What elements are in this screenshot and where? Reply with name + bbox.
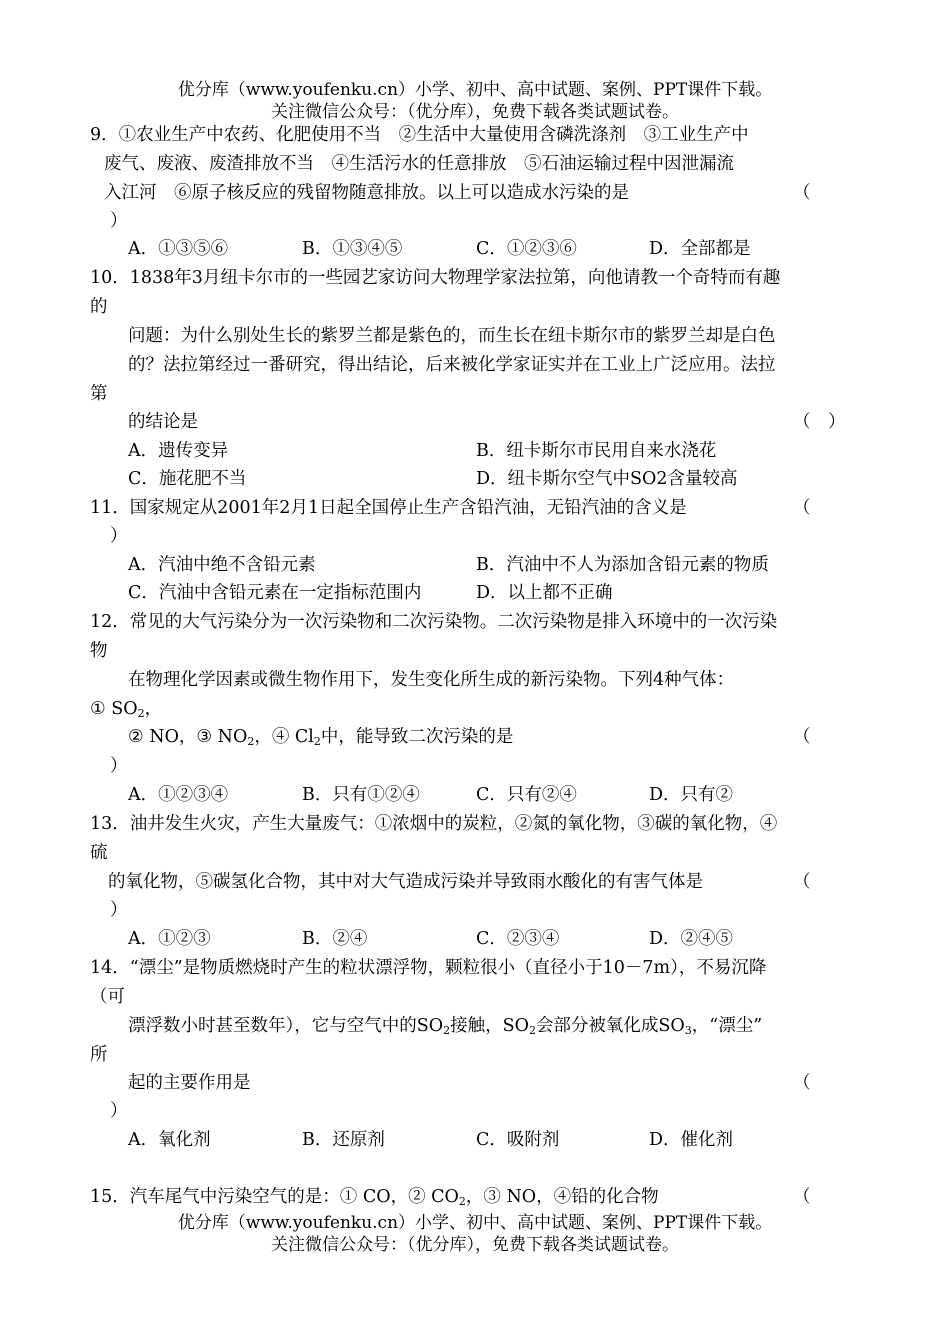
q13-line-2: 的氧化物，⑤碳氢化合物，其中对大气造成污染并导致雨水酸化的有害气体是 xyxy=(108,872,703,892)
q11-option-a: A．汽油中绝不含铅元素 xyxy=(128,555,316,575)
q14-line-1-wrap: （可 xyxy=(90,987,125,1007)
q14-line-3: 起的主要作用是 xyxy=(128,1073,251,1093)
q12-answer-paren-close: ） xyxy=(110,756,128,776)
q10-option-c: C．施花肥不当 xyxy=(128,469,247,489)
q11-answer-paren-close: ） xyxy=(110,526,128,546)
q10-line-1: 10．1838年3月纽卡尔市的一些园艺家访问大物理学家法拉第，向他请教一个奇特而有趣 xyxy=(90,268,781,288)
q14-line-2-wrap: 所 xyxy=(90,1045,108,1065)
q12-option-d: D．只有② xyxy=(649,785,734,805)
q13-option-d: D．②④⑤ xyxy=(649,929,734,949)
q13-answer-paren-open: （ xyxy=(793,872,811,892)
q14-line-1: 14．“漂尘”是物质燃烧时产生的粒状漂浮物，颗粒很小（直径小于10－7m），不易沉降 xyxy=(90,958,767,978)
q10-line-1-wrap: 的 xyxy=(90,297,108,317)
q9-option-d: D．全部都是 xyxy=(649,239,751,259)
q14-line-2: 漂浮数小时甚至数年），它与空气中的$SO_2$接触，$SO_2$会部分被氧化成$SO_3$，“漂尘” xyxy=(128,1016,763,1037)
q11-option-b: B．汽油中不人为添加含铅元素的物质 xyxy=(476,555,769,575)
q15-line-1: 15．汽车尾气中污染空气的是：① CO，② $CO_2$，③ NO，④铅的化合物 xyxy=(90,1187,659,1208)
q13-answer-paren-close: ） xyxy=(110,900,128,920)
q10-line-4: 的结论是 xyxy=(128,412,198,432)
q12-option-a: A．①②③④ xyxy=(128,785,229,805)
q12-line-2: 在物理化学因素或微生物作用下，发生变化所生成的新污染物。下列4种气体： xyxy=(128,670,735,690)
q9-option-a: A．①③⑤⑥ xyxy=(128,239,229,259)
q9-option-c: C．①②③⑥ xyxy=(476,239,577,259)
q12-line-1-wrap: 物 xyxy=(90,641,108,661)
footer-line-1: 优分库（www.youfenku.cn）小学、初中、高中试题、案例、PPT课件下载。 xyxy=(177,1213,773,1233)
q13-option-c: C．②③④ xyxy=(476,929,560,949)
q12-line-3: ② NO，③ $NO_2$，④ $Cl_2$中，能导致二次污染的是 xyxy=(128,727,514,748)
q13-line-1: 13．油井发生火灾，产生大量废气：①浓烟中的炭粒，②氮的氧化物，③碳的氧化物，④ xyxy=(90,814,778,834)
q12-option-c: C．只有②④ xyxy=(476,785,577,805)
q9-answer-paren-close: ） xyxy=(110,211,128,231)
q14-option-b: B．还原剂 xyxy=(302,1130,385,1150)
q11-option-c: C．汽油中含铅元素在一定指标范围内 xyxy=(128,583,422,603)
q14-option-a: A．氧化剂 xyxy=(128,1130,211,1150)
q12-line-2-wrap: ① $SO_2$， xyxy=(90,699,163,720)
footer-line-2: 关注微信公众号：（优分库），免费下载各类试题试卷。 xyxy=(271,1235,679,1255)
header-line-1: 优分库（www.youfenku.cn）小学、初中、高中试题、案例、PPT课件下载。 xyxy=(177,80,773,100)
q14-option-c: C．吸附剂 xyxy=(476,1130,560,1150)
q10-line-3-wrap: 第 xyxy=(90,384,108,404)
q13-line-1-wrap: 硫 xyxy=(90,843,108,863)
q12-answer-paren-open: （ xyxy=(793,727,811,747)
q10-option-b: B．纽卡斯尔市民用自来水浇花 xyxy=(476,441,717,461)
q9-line-3: 入江河 ⑥原子核反应的残留物随意排放。以上可以造成水污染的是 xyxy=(104,183,629,203)
q13-option-a: A．①②③ xyxy=(128,929,211,949)
q9-answer-paren-open: （ xyxy=(793,183,811,203)
q10-option-a: A．遗传变异 xyxy=(128,441,229,461)
q10-line-3: 的？法拉第经过一番研究，得出结论，后来被化学家证实并在工业上广泛应用。法拉 xyxy=(128,355,776,375)
q11-line-1: 11．国家规定从2001年2月1日起全国停止生产含铅汽油，无铅汽油的含义是 xyxy=(90,498,687,518)
q12-line-1: 12．常见的大气污染分为一次污染物和二次污染物。二次污染物是排入环境中的一次污染 xyxy=(90,612,778,632)
q10-option-d: D．纽卡斯尔空气中SO2含量较高 xyxy=(476,469,738,489)
q14-answer-paren-open: （ xyxy=(793,1073,811,1093)
q14-answer-paren-close: ） xyxy=(110,1101,128,1121)
q14-option-d: D．催化剂 xyxy=(649,1130,734,1150)
q9-line-2: 废气、废液、废渣排放不当 ④生活污水的任意排放 ⑤石油运输过程中因泄漏流 xyxy=(104,154,734,174)
q11-option-d: D．以上都不正确 xyxy=(476,583,613,603)
q10-line-2: 问题：为什么别处生长的紫罗兰都是紫色的，而生长在纽卡斯尔市的紫罗兰却是白色 xyxy=(128,326,776,346)
q13-option-b: B．②④ xyxy=(302,929,368,949)
q10-answer-paren: （ ） xyxy=(793,412,846,432)
q12-option-b: B．只有①②④ xyxy=(302,785,420,805)
q9-option-b: B．①③④⑤ xyxy=(302,239,403,259)
q9-line-1: 9．①农业生产中农药、化肥使用不当 ②生活中大量使用含磷洗涤剂 ③工业生产中 xyxy=(90,125,749,145)
q15-answer-paren-open: （ xyxy=(793,1187,811,1207)
q11-answer-paren-open: （ xyxy=(793,498,811,518)
header-line-2: 关注微信公众号：（优分库），免费下载各类试题试卷。 xyxy=(271,102,679,122)
